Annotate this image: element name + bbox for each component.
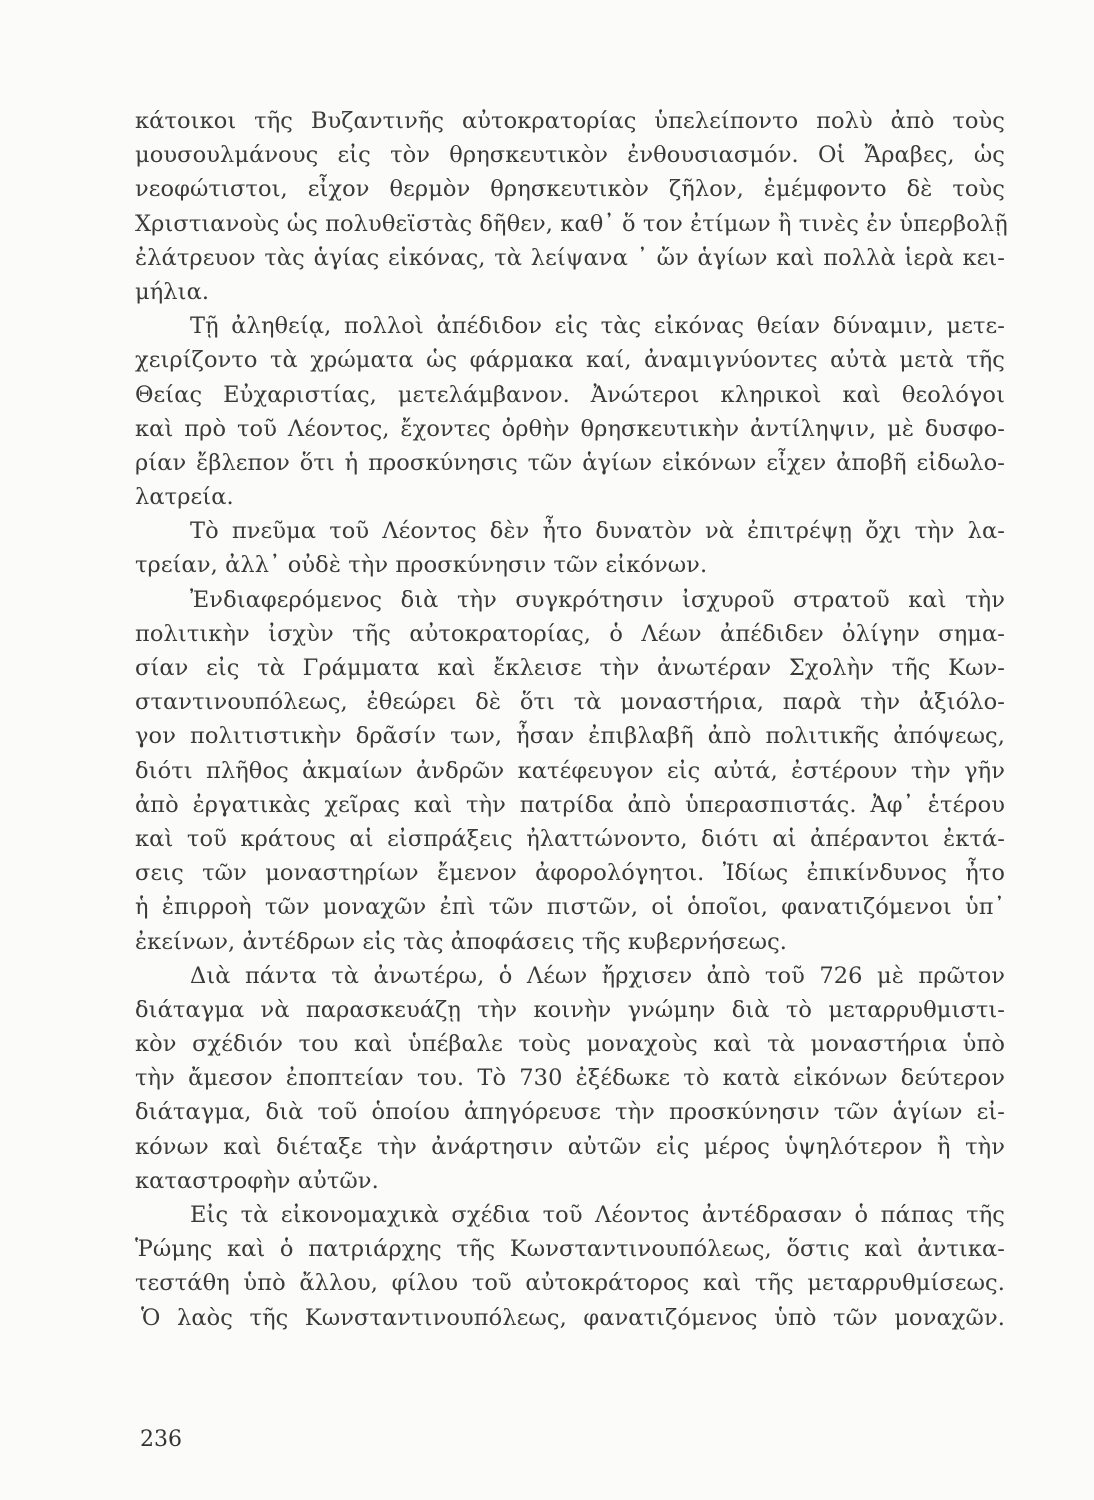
paragraph — [135, 1198, 1005, 1335]
text-line: Τῇ ἀληθείᾳ, πολλοὶ ἀπέδιδον εἰς τὰς εἰκόνας θείαν δύναμιν, μετε- — [190, 313, 1005, 340]
text-line: λατρεία. — [135, 484, 234, 511]
text-line: διότι πλῆθος ἀκμαίων ἀνδρῶν κατέφευγον εἰς αὐτά, ἐστέρουν τὴν γῆν — [135, 757, 1005, 784]
text-line: τεστάθη ὑπὸ ἄλλου, φίλου τοῦ αὐτοκράτορος καὶ τῆς μεταρρυθμίσεως. — [135, 1270, 1005, 1297]
text-line: Διὰ πάντα τὰ ἀνωτέρω, ὁ Λέων ἤρχισεν ἀπὸ τοῦ 726 μὲ πρῶτον — [190, 962, 1005, 989]
text-line: τὴν ἄμεσον ἐποπτείαν του. Τὸ 730 ἐξέδωκε τὸ κατὰ εἰκόνων δεύτερον — [135, 1065, 1005, 1092]
text-line: Ὁ λαὸς τῆς Κωνσταντινουπόλεως, φανατιζόμενος ὑπὸ τῶν μοναχῶν. — [141, 1304, 1005, 1331]
text-line: διάταγμα, διὰ τοῦ ὁποίου ἀπηγόρευσε τὴν προσκύνησιν τῶν ἁγίων εἰ- — [135, 1099, 1005, 1126]
text-line: Εἰς τὰ εἰκονομαχικὰ σχέδια τοῦ Λέοντος ἀντέδρασαν ὁ πάπας τῆς — [190, 1202, 1005, 1228]
body-text — [135, 104, 1008, 1335]
paragraph — [135, 959, 1005, 1198]
text-line: ἐλάτρευον τὰς ἁγίας εἰκόνας, τὰ λείψανα ᾿ ὤν ἁγίων καὶ πολλὰ ἱερὰ κει- — [135, 244, 1005, 271]
text-line: πολιτικὴν ἰσχὺν τῆς αὐτοκρατορίας, ὁ Λέων ἀπέδιδεν ὀλίγην σημα- — [135, 620, 1005, 647]
text-line: Τὸ πνεῦμα τοῦ Λέοντος δὲν ἦτο δυνατὸν νὰ ἐπιτρέψῃ ὄχι τὴν λα- — [190, 518, 1005, 545]
paragraph — [135, 514, 1005, 582]
text-line: ἐκείνων, ἀντέδρων εἰς τὰς ἀποφάσεις τῆς κυβερνήσεως. — [135, 928, 788, 955]
text-line: χειρίζοντο τὰ χρώματα ὡς φάρμακα καί, ἀναμιγνύοντες αὐτὰ μετὰ τῆς — [135, 347, 1005, 374]
text-line: Ῥώμης καὶ ὁ πατριάρχης τῆς Κωνσταντινουπόλεως, ὅστις καὶ ἀντικα- — [135, 1236, 1005, 1263]
text-line: νεοφώτιστοι, εἶχον θερμὸν θρησκευτικὸν ζῆλον, ἐμέμφοντο δὲ τοὺς — [135, 176, 1005, 203]
text-line: σεις τῶν μοναστηρίων ἔμενον ἀφορολόγητοι. Ἰδίως ἐπικίνδυνος ἦτο — [135, 860, 1005, 887]
text-line: κὸν σχέδιόν του καὶ ὑπέβαλε τοὺς μοναχοὺς καὶ τὰ μοναστήρια ὑπὸ — [135, 1031, 1005, 1058]
text-line: καὶ πρὸ τοῦ Λέοντος, ἔχοντες ὀρθὴν θρησκευτικὴν ἀντίληψιν, μὲ δυσφο- — [135, 415, 1005, 442]
text-line: σταντινουπόλεως, ἐθεώρει δὲ ὅτι τὰ μοναστήρια, παρὰ τὴν ἀξιόλο- — [135, 689, 1005, 716]
text-line: σίαν εἰς τὰ Γράμματα καὶ ἔκλεισε τὴν ἀνωτέραν Σχολὴν τῆς Κων- — [135, 655, 1005, 681]
text-line: καὶ τοῦ κράτους αἱ εἰσπράξεις ἠλαττώνοντο, διότι αἱ ἀπέραντοι ἐκτά- — [135, 825, 1005, 852]
paragraph — [135, 583, 1005, 959]
text-line: ἡ ἐπιρροὴ τῶν μοναχῶν ἐπὶ τῶν πιστῶν, οἱ ὁποῖοι, φανατιζόμενοι ὑπ᾽ — [135, 894, 1005, 921]
text-line: γον πολιτιστικὴν δρᾶσίν των, ἦσαν ἐπιβλαβῆ ἀπὸ πολιτικῆς ἀπόψεως, — [135, 723, 1005, 750]
text-line: κόνων καὶ διέταξε τὴν ἀνάρτησιν αὐτῶν εἰς μέρος ὑψηλότερον ἢ τὴν — [135, 1133, 1005, 1160]
text-line: Χριστιανοὺς ὡς πολυθεϊστὰς δῆθεν, καθ᾽ ὅ τον ἐτίμων ἢ τινὲς ἐν ὑπερβολῇ — [135, 210, 1008, 237]
text-line: μουσουλμάνους εἰς τὸν θρησκευτικὸν ἐνθουσιασμόν. Οἱ Ἄραβες, ὡς — [135, 142, 1005, 169]
text-line: ἀπὸ ἐργατικὰς χεῖρας καὶ τὴν πατρίδα ἀπὸ ὑπερασπιστάς. Ἀφ᾽ ἑτέρου — [135, 791, 1005, 818]
text-line: Ἐνδιαφερόμενος διὰ τὴν συγκρότησιν ἰσχυροῦ στρατοῦ καὶ τὴν — [190, 586, 1005, 613]
text-line: ρίαν ἔβλεπον ὅτι ἡ προσκύνησις τῶν ἁγίων εἰκόνων εἶχεν ἀποβῆ εἰδωλο- — [135, 449, 1005, 476]
text-line: κάτοικοι τῆς Βυζαντινῆς αὐτοκρατορίας ὑπελείποντο πολὺ ἀπὸ τοὺς — [135, 108, 1005, 134]
text-line: Θείας Εὐχαριστίας, μετελάμβανον. Ἀνώτεροι κληρικοὶ καὶ θεολόγοι — [135, 381, 1005, 408]
paragraph — [135, 309, 1005, 514]
paragraph — [135, 104, 1008, 309]
text-line: διάταγμα νὰ παρασκευάζῃ τὴν κοινὴν γνώμην διὰ τὸ μεταρρυθμιστι- — [135, 996, 1005, 1023]
text-line: τρείαν, ἀλλ᾽ οὐδὲ τὴν προσκύνησιν τῶν εἰκόνων. — [135, 552, 708, 579]
text-line: μήλια. — [135, 278, 210, 305]
text-line: καταστροφὴν αὐτῶν. — [135, 1167, 379, 1194]
page-number: 236 — [140, 1427, 182, 1452]
